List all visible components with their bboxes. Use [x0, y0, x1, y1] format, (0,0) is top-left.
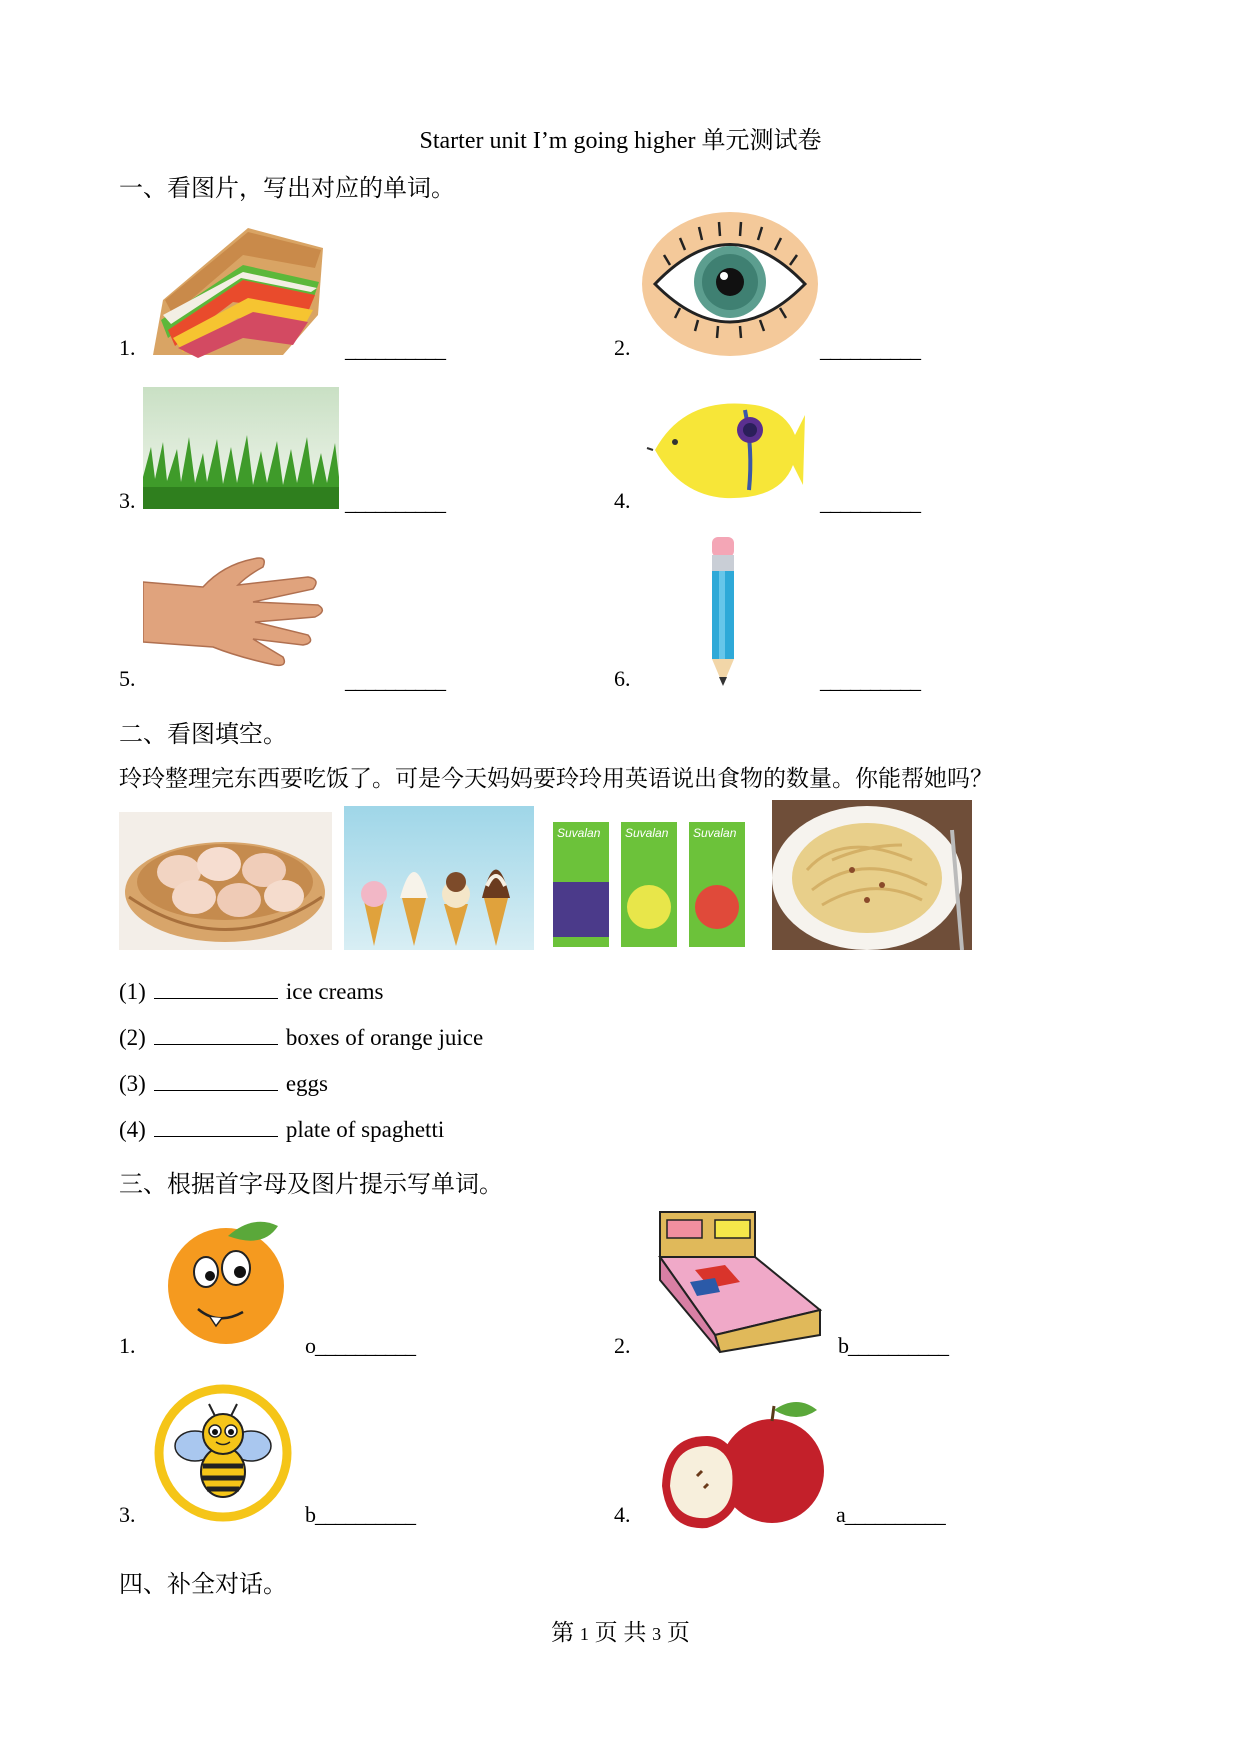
section-4-heading: 四、补全对话。	[119, 1572, 287, 1598]
s1-item-4-blank[interactable]: __________	[820, 490, 920, 515]
s2-item-3-number: (3)	[119, 1071, 146, 1096]
s2-item-2-blank[interactable]	[154, 1024, 278, 1045]
spaghetti-plate-picture	[772, 800, 972, 950]
s1-item-4-number: 4.	[614, 488, 631, 513]
ice-creams-picture	[344, 806, 534, 950]
hand-picture	[143, 547, 328, 682]
apple-picture	[652, 1396, 830, 1532]
section-2-heading: 二、看图填空。	[119, 722, 287, 748]
s2-item-4-text: plate of spaghetti	[285, 1117, 445, 1142]
s2-item-1-number: (1)	[119, 979, 146, 1004]
s2-item-3	[119, 1070, 328, 1097]
s2-item-1-blank[interactable]	[154, 978, 278, 999]
juice-boxes-picture	[549, 812, 749, 950]
s1-item-2-number: 2.	[614, 335, 631, 360]
s1-item-6-blank[interactable]: __________	[820, 668, 920, 693]
pencil-picture	[706, 537, 740, 687]
section-3-heading: 三、根据首字母及图片提示写单词。	[119, 1172, 503, 1198]
s3-item-1-number: 1.	[119, 1333, 136, 1358]
s2-item-2	[119, 1024, 483, 1051]
s3-item-3-blank: __________	[315, 1502, 415, 1527]
s1-item-5-blank[interactable]: __________	[345, 668, 445, 693]
grass-picture	[143, 387, 339, 509]
section-2-intro: 玲玲整理完东西要吃饭了。可是今天妈妈要玲玲用英语说出食物的数量。你能帮她吗？	[119, 766, 993, 791]
s2-item-1-text: ice creams	[285, 979, 384, 1004]
eye-picture	[640, 210, 820, 358]
eggs-basket-picture	[119, 812, 332, 950]
s1-item-1-blank[interactable]: __________	[345, 337, 445, 362]
footer-prefix: 第	[551, 1620, 575, 1645]
s2-item-4-blank[interactable]	[154, 1116, 278, 1137]
s3-item-4-blank: __________	[844, 1502, 945, 1527]
s2-item-1	[119, 978, 384, 1005]
s3-item-2-letter: b	[838, 1333, 848, 1358]
s3-item-3-number: 3.	[119, 1502, 136, 1527]
juice-brand-label-1: Suvalan	[557, 826, 601, 840]
s3-item-2-blank: __________	[848, 1333, 948, 1358]
s3-item-3-answer[interactable]	[305, 1502, 415, 1528]
juice-brand-label-2: Suvalan	[625, 826, 669, 840]
page-title: Starter unit I’m going higher 单元测试卷	[419, 128, 822, 154]
s3-item-2-answer[interactable]	[838, 1333, 948, 1359]
orange-picture	[158, 1214, 298, 1346]
fish-picture	[645, 390, 810, 510]
s3-item-1-answer[interactable]	[305, 1333, 415, 1359]
s1-item-3-blank[interactable]: __________	[345, 490, 445, 515]
s1-item-6-number: 6.	[614, 666, 631, 691]
s1-item-5-number: 5.	[119, 666, 136, 691]
s3-item-4-number: 4.	[614, 1502, 631, 1527]
s3-item-1-letter: o	[305, 1333, 315, 1358]
s1-item-3-number: 3.	[119, 488, 136, 513]
s2-item-2-text: boxes of orange juice	[285, 1025, 484, 1050]
footer-middle: 页 共	[594, 1620, 647, 1645]
s3-item-3-letter: b	[305, 1502, 315, 1527]
s3-item-2-number: 2.	[614, 1333, 631, 1358]
s2-item-3-blank[interactable]	[154, 1070, 278, 1091]
s2-item-4-number: (4)	[119, 1117, 146, 1142]
page-footer	[0, 1614, 1241, 1647]
s3-item-1-blank: __________	[315, 1333, 415, 1358]
s3-item-4-letter: a	[836, 1502, 845, 1527]
juice-brand-label-3: Suvalan	[693, 826, 737, 840]
footer-suffix: 页	[666, 1620, 690, 1645]
s2-item-4	[119, 1116, 444, 1143]
s2-item-2-number: (2)	[119, 1025, 146, 1050]
footer-total-pages: 3	[652, 1624, 662, 1644]
s1-item-1-number: 1.	[119, 335, 136, 360]
sandwich-picture	[143, 220, 333, 360]
footer-page-number: 1	[579, 1624, 589, 1644]
bee-picture	[153, 1384, 293, 1522]
s3-item-4-answer[interactable]	[836, 1502, 945, 1528]
s2-item-3-text: eggs	[285, 1071, 328, 1096]
bed-picture	[655, 1210, 825, 1355]
section-1-heading: 一、看图片，写出对应的单词。	[119, 176, 455, 202]
s1-item-2-blank[interactable]: __________	[820, 337, 920, 362]
